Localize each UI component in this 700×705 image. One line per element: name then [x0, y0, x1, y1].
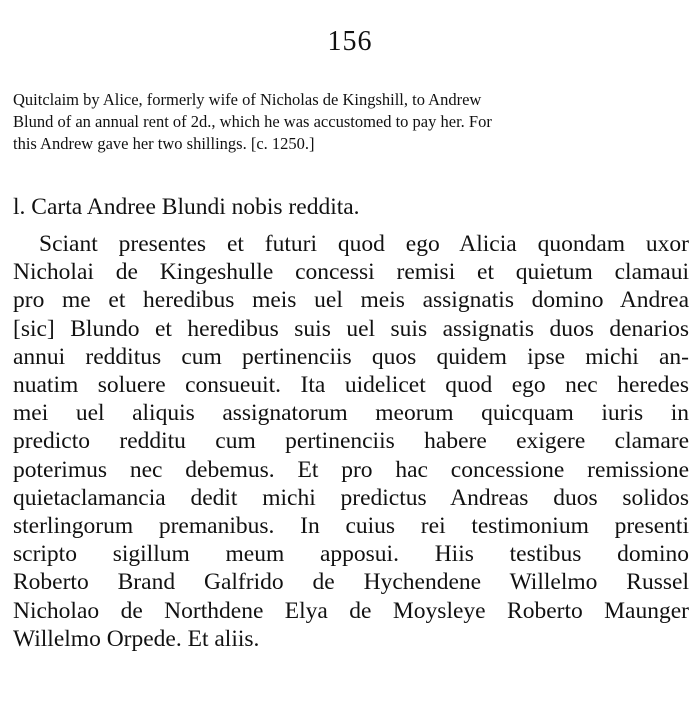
charter-text-line: pro me et heredibus meis uel meis assignatis domino Andrea [13, 287, 689, 314]
charter-text-line: annui redditus cum pertinenciis quos quidem ipse michi an- [13, 343, 689, 370]
charter-summary [13, 89, 691, 155]
charter-text-line: Nicholao de Northdene Elya de Moysleye Roberto Maunger [13, 597, 689, 624]
charter-text-line: sterlingorum premanibus. In cuius rei testimonium presenti [13, 513, 689, 540]
charter-text-line: [sic] Blundo et heredibus suis uel suis assignatis duos denarios [13, 315, 689, 342]
summary-line: Quitclaim by Alice, formerly wife of Nicholas de Kingshill, to Andrew [13, 90, 482, 109]
charter-text-line: Roberto Brand Galfrido de Hychendene Willelmo Russel [13, 569, 689, 596]
charter-text [13, 230, 689, 653]
charter-text-line: poterimus nec debemus. Et pro hac concessione remissione [13, 456, 689, 483]
charter-text-line: scripto sigillum meum apposui. Hiis testibus domino [13, 541, 689, 568]
charter-text-line: quietaclamancia dedit michi predictus Andreas duos solidos [13, 484, 689, 511]
charter-text-line: mei uel aliquis assignatorum meorum quicquam iuris in [13, 400, 689, 427]
charter-heading: l. Carta Andree Blundi nobis reddita. [13, 194, 360, 220]
charter-text-line: Nicholai de Kingeshulle concessi remisi et quietum clamaui [13, 259, 689, 286]
charter-text-line: Willelmo Orpede. Et aliis. [13, 625, 260, 652]
charter-text-line: nuatim soluere consueuit. Ita uidelicet quod ego nec heredes [13, 372, 689, 399]
charter-text-line: predicto redditu cum pertinenciis habere exigere clamare [13, 428, 689, 455]
summary-line: Blund of an annual rent of 2d., which he was accustomed to pay her. For [13, 112, 492, 131]
charter-text-line: Sciant presentes et futuri quod ego Alicia quondam uxor [39, 231, 689, 257]
summary-line: this Andrew gave her two shillings. [c. 1250.] [13, 134, 315, 153]
page-number: 156 [327, 26, 373, 57]
